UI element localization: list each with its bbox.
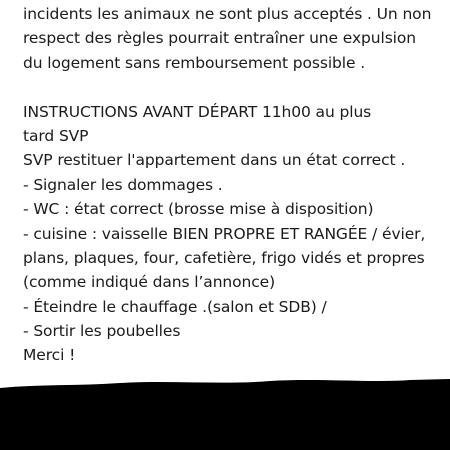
message-line: Merci ! bbox=[23, 346, 76, 365]
message-line: du logement sans remboursement possible . bbox=[23, 53, 366, 72]
message-line: respect des règles pourrait entraîner une expulsion bbox=[23, 29, 416, 48]
message-line: (comme indiqué dans l’annonce) bbox=[23, 273, 276, 292]
message-line: incidents les animaux ne sont plus acceptés . Un non bbox=[23, 5, 432, 23]
message-line: SVP restituer l'appartement dans un état correct . bbox=[23, 151, 406, 170]
message-line: - cuisine : vaisselle BIEN PROPRE ET RANGÉE / évier, bbox=[23, 224, 426, 243]
message-line: - Sortir les poubelles bbox=[23, 322, 181, 341]
message-line: plans, plaques, four, cafetière, frigo vidés et propres bbox=[23, 248, 425, 267]
message-line: - WC : état correct (brosse mise à disposition) bbox=[23, 200, 374, 219]
message-line: INSTRUCTIONS AVANT DÉPART 11h00 au plus bbox=[23, 102, 372, 121]
message-line: - Signaler les dommages . bbox=[23, 175, 223, 194]
message-line: - Éteindre le chauffage .(salon et SDB) / bbox=[23, 297, 327, 316]
message-line: tard SVP bbox=[23, 126, 89, 145]
